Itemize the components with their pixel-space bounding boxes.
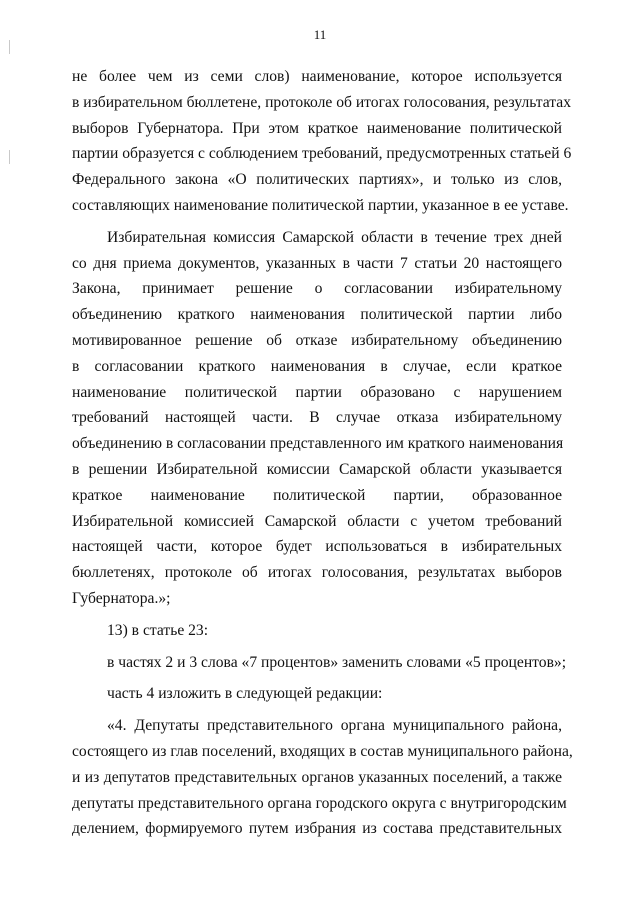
text-line: объединению краткого наименования политической партии либо <box>72 306 562 324</box>
document-body <box>72 64 573 842</box>
text-line: выборов Губернатора. При этом краткое наименование политической <box>72 119 562 137</box>
margin-mark <box>9 150 10 164</box>
text-line: требований настоящей части. В случае отказа избирательному <box>72 409 562 427</box>
text-line: Федерального закона «О политических партиях», и только из слов, <box>72 171 562 189</box>
text-line: партии образуется с соблюдением требований, предусмотренных статьей 6 <box>72 145 572 163</box>
text-line: бюллетенях, протоколе об итогах голосования, результатах выборов <box>72 564 562 582</box>
text-line: в избирательном бюллетене, протоколе об итогах голосования, результатах <box>72 93 572 111</box>
text-line: мотивированное решение об отказе избирательному объединению <box>72 331 562 349</box>
text-line: не более чем из семи слов) наименование, которое используется <box>72 68 562 85</box>
text-line: объединению в согласовании представленного им краткого наименования <box>72 435 564 453</box>
text-line: наименование политической партии образовано с нарушением <box>72 383 562 401</box>
text-line: делением, формируемого путем избрания из состава представительных <box>72 820 562 838</box>
amendment-line: часть 4 изложить в следующей редакции: <box>107 685 383 703</box>
text-line: настоящей части, которое будет использоваться в избирательных <box>72 538 562 556</box>
text-line: в решении Избирательной комиссии Самарской области указывается <box>72 460 562 478</box>
text-line: Губернатора.»; <box>72 589 171 607</box>
text-line: составляющих наименование политической партии, указанное в ее уставе. <box>72 196 569 214</box>
page-number: 11 <box>313 27 327 42</box>
text-line: состоящего из глав поселений, входящих в состав муниципального района, <box>72 742 573 760</box>
text-line: со дня приема документов, указанных в части 7 статьи 20 настоящего <box>72 254 562 272</box>
list-item-13: 13) в статье 23: <box>107 621 209 639</box>
text-line: депутаты представительного органа городского округа с внутригородским <box>72 794 567 812</box>
quoted-paragraph-first-line: «4. Депутаты представительного органа муниципального района, <box>107 717 562 735</box>
amendment-line: в частях 2 и 3 слова «7 процентов» заменить словами «5 процентов»; <box>107 653 567 671</box>
text-line: краткое наименование политической партии, образованное <box>72 486 562 504</box>
paragraph-first-line: Избирательная комиссия Самарской области в течение трех дней <box>107 228 562 246</box>
text-line: и из депутатов представительных органов указанных поселений, а также <box>72 768 562 786</box>
text-line: Закона, принимает решение о согласовании избирательному <box>72 280 562 298</box>
text-line: Избирательной комиссией Самарской области с учетом требований <box>72 512 562 530</box>
text-line: в согласовании краткого наименования в случае, если краткое <box>72 357 562 375</box>
